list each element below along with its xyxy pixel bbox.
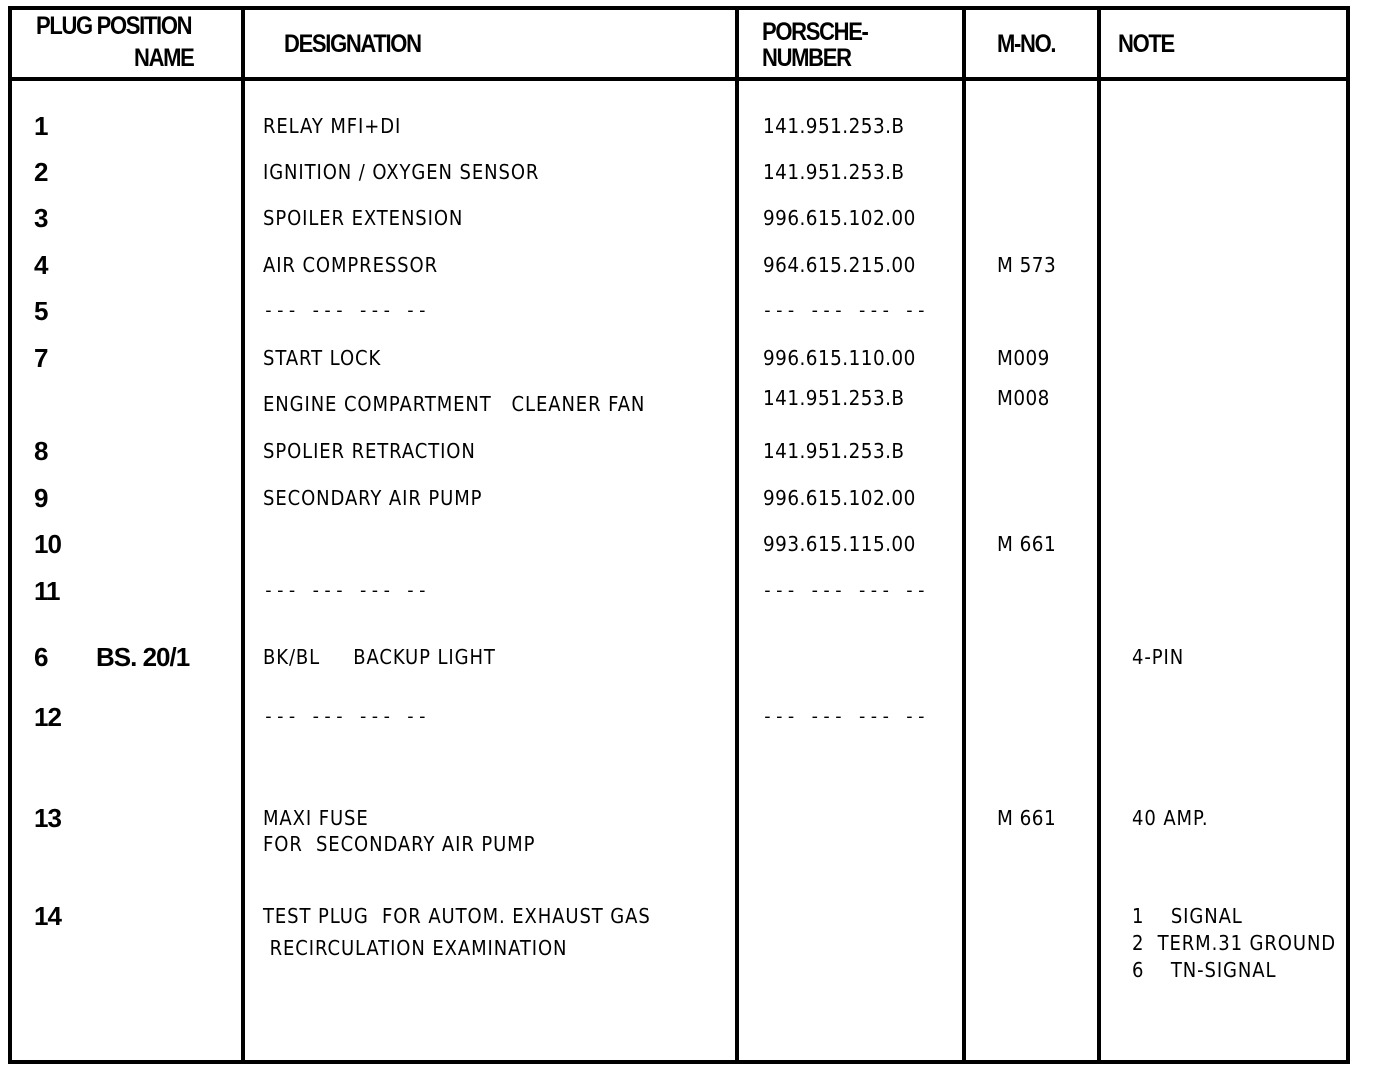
plug-position: 5: [34, 296, 48, 326]
m-number: M 661: [997, 532, 1057, 556]
porsche-number-placeholder: --- --- --- --: [762, 300, 928, 321]
note: 4-PIN: [1132, 645, 1185, 669]
designation: START LOCK: [263, 346, 382, 370]
porsche-number: 141.951.253.B: [763, 114, 905, 138]
plug-position: 9: [34, 483, 48, 513]
header-porsche: PORSCHE-: [762, 18, 868, 46]
plug-position: 1: [34, 111, 48, 141]
designation: SECONDARY AIR PUMP: [263, 486, 483, 510]
designation: SPOILER EXTENSION: [263, 206, 464, 230]
porsche-number: 993.615.115.00: [763, 532, 916, 556]
porsche-number-placeholder: --- --- --- --: [762, 580, 928, 601]
column-divider: [241, 6, 245, 1064]
plug-position: 7: [34, 343, 48, 373]
porsche-number: 141.951.253.B: [763, 160, 905, 184]
designation: SPOLIER RETRACTION: [263, 439, 476, 463]
header-name: NAME: [134, 44, 194, 72]
plug-position: 2: [34, 157, 48, 187]
designation-line-2: FOR SECONDARY AIR PUMP: [263, 832, 536, 856]
table-border-bottom: [8, 1060, 1350, 1064]
designation: ENGINE COMPARTMENT CLEANER FAN: [263, 392, 646, 416]
m-number: M009: [997, 346, 1050, 370]
porsche-number: 996.615.110.00: [763, 346, 916, 370]
header-number: NUMBER: [762, 44, 851, 72]
porsche-number-placeholder: --- --- --- --: [762, 706, 928, 727]
m-number: M008: [997, 386, 1050, 410]
column-divider: [735, 6, 739, 1064]
plug-position: 6: [34, 642, 48, 672]
designation: RELAY MFI+DI: [263, 114, 402, 138]
header-designation: DESIGNATION: [284, 30, 421, 58]
header-plug-position: PLUG POSITION: [36, 12, 192, 40]
designation-line-2: RECIRCULATION EXAMINATION: [263, 936, 568, 960]
designation-placeholder: --- --- --- --: [263, 580, 429, 601]
plug-position: 12: [34, 702, 61, 732]
plug-position: 4: [34, 250, 48, 280]
column-divider: [962, 6, 966, 1064]
note: 40 AMP.: [1132, 806, 1209, 830]
note: 1 SIGNAL: [1132, 904, 1243, 928]
porsche-number: 141.951.253.B: [763, 386, 905, 410]
designation: TEST PLUG FOR AUTOM. EXHAUST GAS: [263, 904, 651, 928]
m-number: M 661: [997, 806, 1057, 830]
designation: MAXI FUSE: [263, 806, 369, 830]
plug-position: 10: [34, 529, 61, 559]
column-divider: [1097, 6, 1101, 1064]
table-border-top: [8, 6, 1350, 10]
plug-position: 13: [34, 803, 61, 833]
plug-position: 8: [34, 436, 48, 466]
designation-placeholder: --- --- --- --: [263, 706, 429, 727]
designation: BK/BL BACKUP LIGHT: [263, 645, 496, 669]
table-border-left: [8, 6, 12, 1064]
designation-placeholder: --- --- --- --: [263, 300, 429, 321]
header-note: NOTE: [1118, 30, 1174, 58]
plug-position: 14: [34, 901, 61, 931]
porsche-number: 996.615.102.00: [763, 486, 916, 510]
plug-name: BS. 20/1: [96, 642, 190, 672]
plug-position: 11: [34, 576, 60, 606]
plug-position: 3: [34, 203, 48, 233]
porsche-number: 964.615.215.00: [763, 253, 916, 277]
header-divider: [8, 77, 1350, 81]
note-line-2: 2 TERM.31 GROUND: [1132, 931, 1337, 955]
note-line-3: 6 TN-SIGNAL: [1132, 958, 1277, 982]
m-number: M 573: [997, 253, 1057, 277]
porsche-number: 996.615.102.00: [763, 206, 916, 230]
designation: IGNITION / OXYGEN SENSOR: [263, 160, 540, 184]
table-border-right: [1346, 6, 1350, 1064]
designation: AIR COMPRESSOR: [263, 253, 438, 277]
porsche-number: 141.951.253.B: [763, 439, 905, 463]
header-m-no: M-NO.: [997, 30, 1056, 58]
